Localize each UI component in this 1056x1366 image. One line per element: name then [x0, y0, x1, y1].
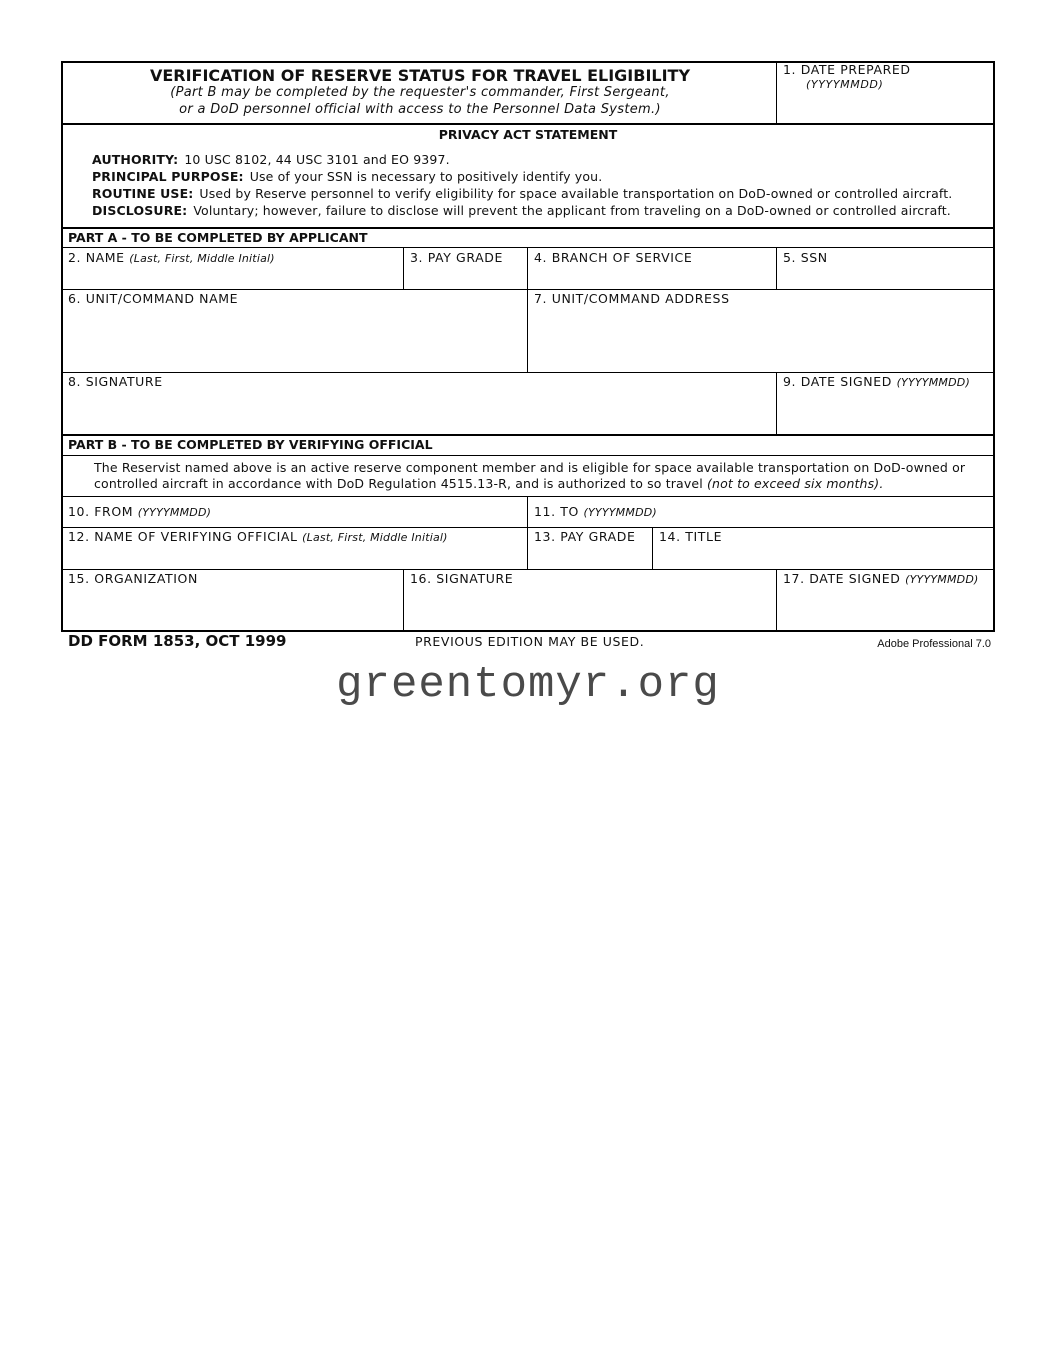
part-b-statement-2: controlled aircraft in accordance with DoD Regulation 4515.13-R, and is authorized to so travel (not to exceed six months). [94, 476, 884, 491]
ssn-field[interactable] [778, 266, 992, 288]
part-a-heading: PART A - TO BE COMPLETED BY APPLICANT [68, 230, 368, 245]
name-label: 2. NAME (Last, First, Middle Initial) [68, 250, 275, 265]
official-signature-field[interactable] [405, 589, 775, 629]
applicant-signature-field[interactable] [63, 392, 775, 432]
date-signed-label: 9. DATE SIGNED (YYYYMMDD) [783, 374, 970, 389]
from-date-field[interactable] [230, 498, 525, 525]
privacy-authority: AUTHORITY: 10 USC 8102, 44 USC 3101 and EO 9397. [92, 152, 450, 167]
divider [527, 496, 528, 527]
official-title-field[interactable] [654, 546, 992, 567]
verifying-official-name-field[interactable] [63, 546, 526, 567]
form-title: VERIFICATION OF RESERVE STATUS FOR TRAVEL ELIGIBILITY [149, 66, 691, 85]
rule [62, 527, 994, 528]
rule [62, 455, 994, 456]
official-signature-label: 16. SIGNATURE [410, 571, 514, 586]
date-prepared-field[interactable] [778, 94, 992, 122]
divider [776, 372, 777, 434]
header-divider [776, 62, 777, 124]
organization-label: 15. ORGANIZATION [68, 571, 198, 586]
divider [776, 569, 777, 631]
official-date-signed-label: 17. DATE SIGNED (YYYYMMDD) [783, 571, 979, 586]
watermark-text: greentomyr.org [336, 660, 720, 710]
official-date-signed-field[interactable] [778, 589, 992, 629]
divider [652, 527, 653, 569]
form-subtitle-2: or a DoD personnel official with access to the Personnel Data System.) [179, 102, 661, 117]
verifying-official-name-label: 12. NAME OF VERIFYING OFFICIAL (Last, First, Middle Initial) [68, 529, 448, 544]
divider [403, 247, 404, 290]
unit-command-name-label: 6. UNIT/COMMAND NAME [68, 291, 239, 306]
divider [776, 247, 777, 290]
privacy-heading: PRIVACY ACT STATEMENT [438, 127, 618, 142]
divider [403, 569, 404, 631]
divider [527, 527, 528, 569]
date-prepared-label: 1. DATE PREPARED [783, 62, 911, 77]
software-note: Adobe Professional 7.0 [877, 638, 991, 650]
rule [62, 496, 994, 497]
unit-command-address-field[interactable] [529, 308, 992, 370]
divider [527, 289, 528, 372]
privacy-disclosure: DISCLOSURE: Voluntary; however, failure to disclose will prevent the applicant from traveling on a DoD-owned or controlled aircraft. [92, 203, 951, 218]
to-date-label: 11. TO (YYYYMMDD) [534, 504, 657, 519]
organization-field[interactable] [63, 589, 402, 629]
unit-command-address-label: 7. UNIT/COMMAND ADDRESS [534, 291, 730, 306]
date-signed-field[interactable] [778, 392, 992, 432]
official-pay-grade-field[interactable] [529, 546, 651, 567]
from-date-label: 10. FROM (YYYYMMDD) [68, 504, 212, 519]
ssn-label: 5. SSN [783, 250, 828, 265]
part-b-statement-1: The Reservist named above is an active reserve component member and is eligible for space available transportation on DoD-owned or [94, 460, 966, 475]
rule [62, 247, 994, 248]
privacy-purpose: PRINCIPAL PURPOSE: Use of your SSN is necessary to positively identify you. [92, 169, 603, 184]
pay-grade-label: 3. PAY GRADE [410, 250, 503, 265]
form-id: DD FORM 1853, OCT 1999 [68, 632, 287, 650]
date-prepared-format: (YYYYMMDD) [806, 78, 884, 91]
to-date-field[interactable] [670, 498, 992, 525]
rule [62, 372, 994, 373]
unit-command-name-field[interactable] [63, 308, 526, 370]
rule [62, 123, 994, 125]
rule [62, 569, 994, 570]
edition-note: PREVIOUS EDITION MAY BE USED. [415, 634, 645, 649]
form-subtitle-1: (Part B may be completed by the requester's commander, First Sergeant, [170, 85, 670, 100]
rule [62, 434, 994, 436]
signature-label: 8. SIGNATURE [68, 374, 163, 389]
pay-grade-field[interactable] [405, 266, 526, 288]
official-pay-grade-label: 13. PAY GRADE [534, 529, 636, 544]
official-title-label: 14. TITLE [659, 529, 723, 544]
part-b-heading: PART B - TO BE COMPLETED BY VERIFYING OFFICIAL [68, 437, 433, 452]
branch-of-service-label: 4. BRANCH OF SERVICE [534, 250, 693, 265]
rule [62, 289, 994, 290]
name-field[interactable] [63, 266, 402, 288]
branch-of-service-field[interactable] [529, 266, 775, 288]
divider [527, 247, 528, 290]
privacy-routine-use: ROUTINE USE: Used by Reserve personnel to verify eligibility for space available transportation on DoD-owned or controlled aircraft. [92, 186, 953, 201]
rule [62, 227, 994, 229]
